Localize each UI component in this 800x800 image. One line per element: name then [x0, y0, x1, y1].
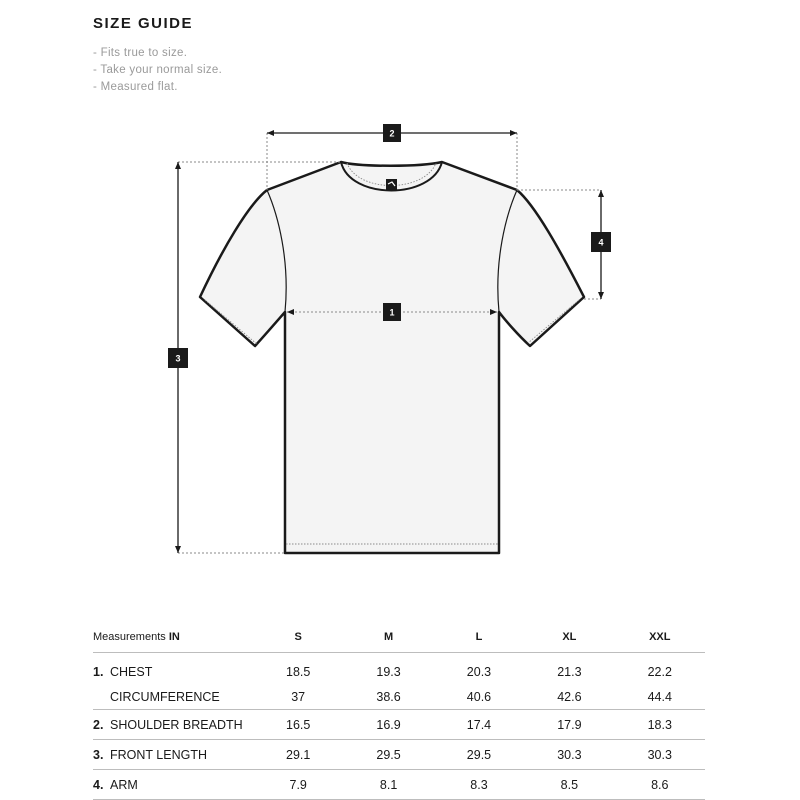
table-cell: 8.6 [615, 770, 705, 800]
table-cell: 42.6 [524, 684, 614, 710]
table-cell: 8.5 [524, 770, 614, 800]
table-cell: 19.3 [376, 664, 401, 679]
size-header: XXL [615, 622, 705, 653]
size-header: XL [524, 622, 614, 653]
table-cell: 29.5 [343, 740, 433, 770]
row-label: 3. FRONT LENGTH [93, 740, 253, 770]
table-cell: 21.3 [557, 664, 582, 679]
brand-logo-icon [386, 179, 397, 190]
table-cell: 37 [253, 684, 343, 710]
table-row [93, 710, 705, 740]
measurements-label: Measurements [93, 631, 166, 643]
table-cell: 44.4 [615, 684, 705, 710]
table-cell: 8.3 [434, 770, 524, 800]
table-cell: 18.3 [615, 710, 705, 740]
unit-label: IN [168, 631, 180, 643]
table-row [93, 684, 705, 710]
table-cell: 16.9 [343, 710, 433, 740]
table-cell: 17.9 [524, 710, 614, 740]
table-cell: 7.9 [253, 770, 343, 800]
row-label: CIRCUMFERENCE [93, 684, 253, 710]
table-row [93, 770, 705, 800]
badge-1: 1 [389, 307, 395, 318]
table-cell: 38.6 [343, 684, 433, 710]
table-cell: 22.2 [647, 664, 672, 679]
table-cell: 16.5 [253, 710, 343, 740]
table-row [93, 740, 705, 770]
size-header: S [253, 622, 343, 653]
fit-note: - Fits true to size. [93, 47, 188, 59]
size-header: L [434, 622, 524, 653]
table-row [93, 653, 705, 685]
row-label: 4. ARM [93, 770, 253, 800]
measurements-header [93, 622, 253, 653]
tshirt-outline [200, 162, 584, 553]
table-cell: 17.4 [434, 710, 524, 740]
fit-note: - Measured flat. [93, 81, 178, 93]
table-header-row [93, 622, 705, 653]
badge-3: 3 [175, 353, 181, 364]
fit-note: - Take your normal size. [93, 64, 223, 76]
table-cell: 18.5 [286, 664, 311, 679]
table-cell: 29.1 [253, 740, 343, 770]
table-cell: 40.6 [434, 684, 524, 710]
table-cell: 30.3 [524, 740, 614, 770]
row-label: 1. CHEST [93, 664, 153, 679]
page-title: SIZE GUIDE [93, 15, 194, 32]
table-cell: 8.1 [343, 770, 433, 800]
table-cell: 30.3 [615, 740, 705, 770]
badge-2: 2 [389, 128, 395, 139]
size-header: M [343, 622, 433, 653]
row-label: 2. SHOULDER BREADTH [93, 710, 253, 740]
table-cell: 29.5 [434, 740, 524, 770]
size-table [93, 622, 705, 800]
badge-4: 4 [598, 237, 604, 248]
table-cell: 20.3 [466, 664, 492, 679]
